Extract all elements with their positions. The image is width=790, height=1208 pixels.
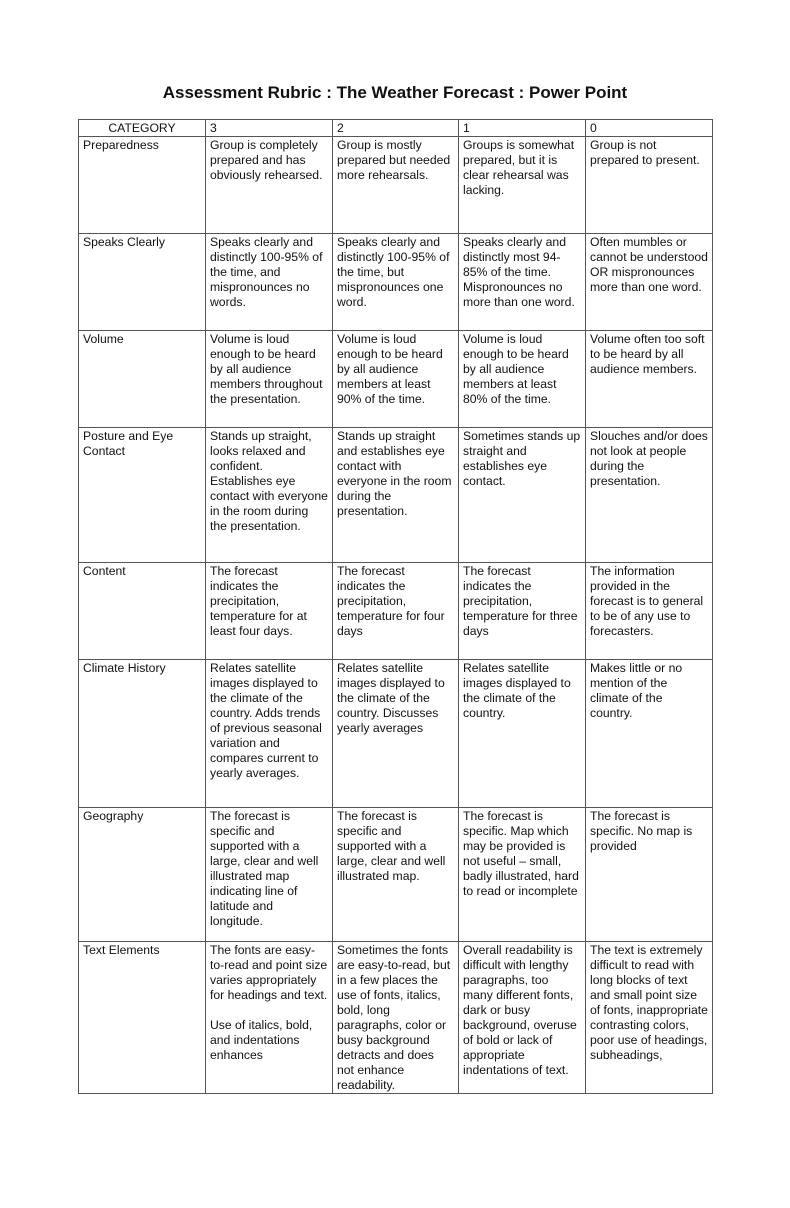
header-category: CATEGORY [79, 120, 206, 137]
score-3-cell: The forecast indicates the precipitation, temperature for at least four days. [206, 563, 333, 660]
score-2-cell: The forecast indicates the precipitation, temperature for four days [333, 563, 459, 660]
category-cell: Geography [79, 808, 206, 942]
score-2-cell: Sometimes the fonts are easy-to-read, but in a few places the use of fonts, italics, bold, long paragraphs, color or busy background detracts and does not enhance readability. [333, 942, 459, 1094]
score-0-cell: Volume often too soft to be heard by all audience members. [586, 331, 713, 428]
score-2-cell: Stands up straight and establishes eye contact with everyone in the room during the presentation. [333, 428, 459, 563]
score-0-cell: Group is not prepared to present. [586, 137, 713, 234]
score-1-cell: Sometimes stands up straight and establishes eye contact. [459, 428, 586, 563]
score-2-cell: Speaks clearly and distinctly 100-95% of the time, but mispronounces one word. [333, 234, 459, 331]
score-3-cell: Speaks clearly and distinctly 100-95% of the time, and mispronounces no words. [206, 234, 333, 331]
header-score-3: 3 [206, 120, 333, 137]
header-score-2: 2 [333, 120, 459, 137]
category-cell: Posture and Eye Contact [79, 428, 206, 563]
score-1-cell: Volume is loud enough to be heard by all audience members at least 80% of the time. [459, 331, 586, 428]
score-3-cell: Volume is loud enough to be heard by all audience members throughout the presentation. [206, 331, 333, 428]
score-3-cell: Group is completely prepared and has obviously rehearsed. [206, 137, 333, 234]
category-cell: Speaks Clearly [79, 234, 206, 331]
score-3-cell: Stands up straight, looks relaxed and confident. Establishes eye contact with everyone in the room during the presentation. [206, 428, 333, 563]
score-1-cell: Overall readability is difficult with lengthy paragraphs, too many different fonts, dark or busy background, overuse of bold or lack of appropriate indentations of text. [459, 942, 586, 1094]
header-score-0: 0 [586, 120, 713, 137]
score-1-cell: Speaks clearly and distinctly most 94-85% of the time. Mispronounces no more than one word. [459, 234, 586, 331]
score-0-cell: Often mumbles or cannot be understood OR mispronounces more than one word. [586, 234, 713, 331]
header-score-1: 1 [459, 120, 586, 137]
row-preparedness [79, 137, 713, 234]
score-3-extra-text: Use of italics, bold, and indentations enhances [210, 1018, 313, 1062]
score-3-cell [206, 942, 333, 1094]
score-0-cell: Makes little or no mention of the climate of the country. [586, 660, 713, 808]
row-content [79, 563, 713, 660]
row-volume [79, 331, 713, 428]
score-2-cell: Volume is loud enough to be heard by all audience members at least 90% of the time. [333, 331, 459, 428]
row-geography [79, 808, 713, 942]
score-3-cell: Relates satellite images displayed to the climate of the country. Adds trends of previous seasonal variation and compares current to yearly averages. [206, 660, 333, 808]
score-1-cell: Groups is somewhat prepared, but it is clear rehearsal was lacking. [459, 137, 586, 234]
rubric-table [78, 119, 713, 1094]
score-1-cell: The forecast is specific. Map which may be provided is not useful – small, badly illustrated, hard to read or incomplete [459, 808, 586, 942]
score-0-cell: Slouches and/or does not look at people during the presentation. [586, 428, 713, 563]
category-cell: Preparedness [79, 137, 206, 234]
row-speaks-clearly [79, 234, 713, 331]
score-1-cell: The forecast indicates the precipitation, temperature for three days [459, 563, 586, 660]
score-2-cell: Relates satellite images displayed to the climate of the country. Discusses yearly averages [333, 660, 459, 808]
category-cell: Climate History [79, 660, 206, 808]
row-climate-history [79, 660, 713, 808]
score-3-text: The fonts are easy-to-read and point size varies appropriately for headings and text. [210, 943, 328, 1002]
row-posture-eye-contact [79, 428, 713, 563]
score-2-cell: The forecast is specific and supported with a large, clear and well illustrated map. [333, 808, 459, 942]
category-cell: Text Elements [79, 942, 206, 1094]
score-1-cell: Relates satellite images displayed to the climate of the country. [459, 660, 586, 808]
score-0-cell: The forecast is specific. No map is provided [586, 808, 713, 942]
category-cell: Volume [79, 331, 206, 428]
document-title: Assessment Rubric : The Weather Forecast : Power Point [162, 83, 628, 102]
header-row [79, 120, 713, 137]
score-0-cell: The information provided in the forecast is to general to be of any use to forecasters. [586, 563, 713, 660]
score-0-cell: The text is extremely difficult to read with long blocks of text and small point size of fonts, inappropriate contrasting colors, poor use of headings, subheadings, [586, 942, 713, 1094]
row-text-elements [79, 942, 713, 1094]
score-2-cell: Group is mostly prepared but needed more rehearsals. [333, 137, 459, 234]
score-3-cell: The forecast is specific and supported with a large, clear and well illustrated map indicating line of latitude and longitude. [206, 808, 333, 942]
category-cell: Content [79, 563, 206, 660]
